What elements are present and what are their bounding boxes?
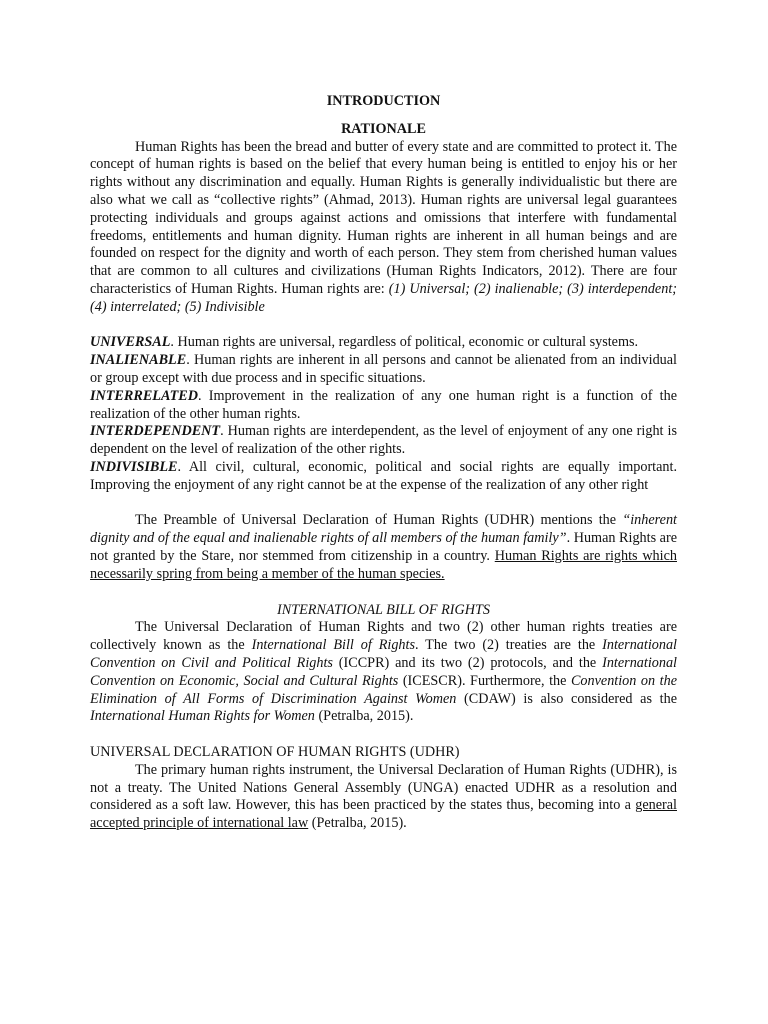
heading-rationale: RATIONALE [341, 120, 426, 137]
preamble-underlined: Human Rights are rights which necessarily spring from being a member of the human species. [90, 547, 677, 582]
spacer [90, 317, 677, 335]
preamble-quote: “inherent dignity and of the equal and inalienable rights of all members of the human family” [90, 512, 677, 547]
ibr-text: (ICCPR) and its two (2) protocols, and the [332, 654, 603, 671]
term-interrelated: INTERRELATED [90, 387, 199, 404]
desc-indivisible: . All civil, cultural, economic, political and social rights are equally important. Improving the enjoyment of any right cannot be at the expense of the realization of any other right [90, 458, 677, 493]
characteristic-interrelated [90, 388, 677, 424]
spacer [90, 495, 677, 513]
desc-interrelated: . Improvement in the realization of any one human right is a function of the realization of the other human rights. [90, 387, 677, 422]
spacer [90, 584, 677, 602]
ibr-text: . The two (2) treaties are the [414, 637, 603, 654]
characteristic-indivisible [90, 459, 677, 495]
ibr-text: (CDAW) is also considered as the [456, 690, 677, 707]
ibr-text: (Petralba, 2015). [314, 708, 414, 725]
ibr-italic: International Convention on Economic, Social and Cultural Rights [90, 654, 677, 689]
characteristic-universal [90, 334, 677, 352]
preamble-text-1: The Preamble of Universal Declaration of Human Rights (UDHR) mentions the [135, 512, 623, 529]
spacer [90, 726, 677, 744]
udhr-paragraph [90, 762, 677, 833]
heading-udhr: UNIVERSAL DECLARATION OF HUMAN RIGHTS (UDHR) [90, 744, 460, 761]
desc-interdependent: . Human rights are interdependent, as the level of enjoyment of any one right is dependent on the level of realization of the other rights. [90, 423, 677, 458]
udhr-text: The primary human rights instrument, the Universal Declaration of Human Rights (UDHR), is not a treaty. The United Nations General Assembly (UNGA) enacted UDHR as a resolution and considered as a soft law. However, this has been practiced by the states thus, becoming into a [90, 761, 677, 814]
heading-introduction: INTRODUCTION [326, 93, 441, 109]
term-inalienable: INALIENABLE [90, 352, 187, 369]
document-body [90, 93, 677, 833]
ibr-paragraph [90, 619, 677, 726]
preamble-text-2: . Human Rights are not granted by the Stare, nor stemmed from citizenship in a country. [90, 530, 678, 564]
characteristic-inalienable [90, 352, 677, 388]
udhr-underlined: general accepted principle of international law [90, 797, 677, 832]
term-interdependent: INTERDEPENDENT [90, 423, 221, 440]
preamble-paragraph [90, 512, 677, 583]
term-indivisible: INDIVISIBLE [90, 458, 178, 475]
ibr-italic: International Bill of Rights [251, 637, 415, 654]
ibr-italic: International Convention on Civil and Political Rights [90, 637, 677, 671]
desc-inalienable: . Human rights are inherent in all persons and cannot be alienated from an individual or group except with due process and in specific situations. [90, 352, 677, 386]
term-universal: UNIVERSAL [90, 334, 171, 351]
rationale-text: Human Rights has been the bread and butter of every state and are committed to protect it. The concept of human rights is based on the belief that every human being is entitled to enjoy his or her rights without any discrimination and equally. Human Rights is generally individualistic but there are also what we call as “collective rights” (Ahmad, 2013). Human rights are universal legal guarantees protecting individuals and groups against actions and omissions that interfere with fundamental freedoms, entitlements and human dignity. Human rights are inherent in all human beings and are founded on respect for the dignity and worth of each person. They stem from cherished human values that are common to all cultures and civilizations (Human Rights Indicators, 2012). There are four characteristics of Human Rights. Human rights are: [90, 138, 677, 297]
rationale-list: (1) Universal; (2) inalienable; (3) interdependent; (4) interrelated; (5) Indivisible [90, 280, 677, 315]
rationale-paragraph [90, 139, 677, 317]
ibr-italic: Convention on the Elimination of All Forms of Discrimination Against Women [90, 672, 677, 707]
desc-universal: . Human rights are universal, regardless of political, economic or cultural systems. [170, 334, 639, 351]
characteristic-interdependent [90, 423, 677, 459]
ibr-text: The Universal Declaration of Human Rights and two (2) other human rights treaties are collectively known as the [90, 619, 677, 654]
heading-international-bill-of-rights: INTERNATIONAL BILL OF RIGHTS [277, 601, 490, 618]
ibr-text: (ICESCR). Furthermore, the [398, 672, 571, 689]
ibr-italic: International Human Rights for Women [90, 708, 315, 725]
udhr-text: (Petralba, 2015). [308, 815, 407, 832]
